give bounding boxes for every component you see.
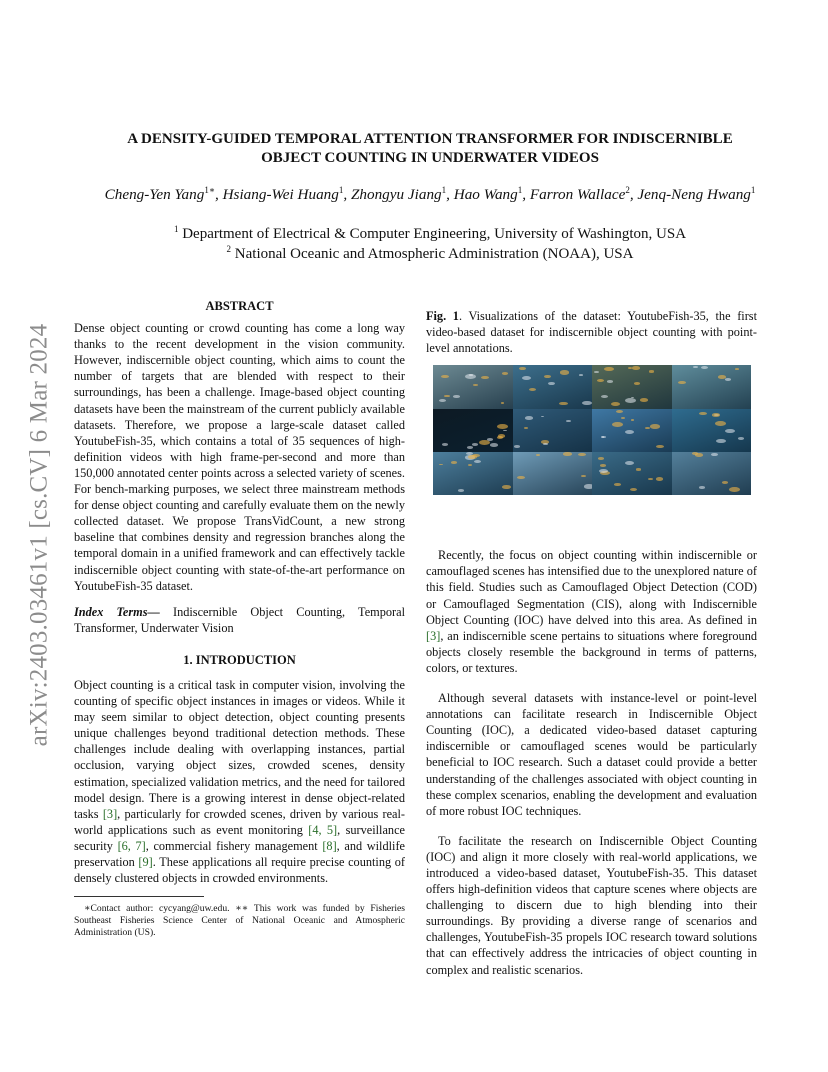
intro-paragraph: Object counting is a critical task in computer vision, involving the counting of specific object instances in images or videos. While it may seem similar to object detection, object counting presents unique challenges beyond traditional detection methods. These challenges include dealing with overlapping instances, partial occlusion, varying object sizes, crowded scenes, density estimation, specialized validation metrics, and the need for tailored model design. There is a growing interest in dense object-related tasks [3], particularly for crowded scenes, driven by various real-world applications such as event monitoring [4, 5], surveillance security [6, 7], commercial fishery management [8], and wildlife preservation [9]. These applications all require precise counting of densely clustered objects in crowded environments. [74,677,405,886]
intro-heading: 1. INTRODUCTION [183,652,296,667]
author: Jenq-Neng Hwang$^1$ [637,184,756,203]
figure-thumbnail [672,409,752,452]
figure-thumbnail [592,409,672,452]
figure-thumbnail [433,409,513,452]
index-terms [74,604,405,636]
author: Zhongyu Jiang$^1$ [350,184,447,203]
citation-link[interactable]: [4, 5] [308,822,338,837]
body-paragraph: Recently, the focus on object counting within indiscernible or camouflaged scenes has intensified due to the unexplored nature of this field. Studies such as Camouflaged Object Detection (COD) or Camouflaged Segmentation (CIS), along with Indiscernible Object Counting (IOC) have delved into this area. As defined in [3], an indiscernible scene pertains to situations where foreground objects closely resemble the background in terms of patterns, colors, or textures. [426,548,757,675]
right-column [426,308,757,978]
author: Cheng-Yen Yang$^{1∗}$ [104,184,215,203]
figure-thumbnail [513,452,593,495]
affiliation: $^2$ National Oceanic and Atmospheric Administration (NOAA), USA [226,244,634,262]
figure-thumbnail [672,452,752,495]
left-column [74,298,405,939]
figure-thumbnail [433,452,513,495]
paper-title [60,130,800,168]
abstract-heading: ABSTRACT [205,299,274,313]
body-paragraph: To facilitate the research on Indiscernible Object Counting (IOC) and align it more closely with real-world applications, we introduced a video-based dataset, YoutubeFish-35. This dataset offers high-definition videos that capture scenes where objects are challenging to discern due to high blending into their surroundings. By providing a diverse range of scenarios and challenges, YoutubeFish-35 propels IOC research toward solutions that can effectively address the intricacies of object counting in complex and realistic scenarios. [426,833,757,977]
figure-thumbnail [592,452,672,495]
footnote-divider [74,896,204,897]
affiliations [60,224,800,264]
citation-link[interactable]: [9] [138,855,153,869]
author: Hsiang-Wei Huang$^1$ [222,184,344,203]
arxiv-identifier [19,290,59,780]
index-terms-label: Index Terms— [74,604,160,619]
author: Farron Wallace$^2$ [529,184,630,203]
title-line-1: A DENSITY-GUIDED TEMPORAL ATTENTION TRANSFORMER FOR INDISCERNIBLE [127,131,733,147]
citation-link[interactable]: [6, 7] [117,838,146,853]
figure-thumbnail [672,365,752,408]
figure-thumbnail [513,409,593,452]
citation-link[interactable]: [3] [102,806,118,821]
citation-link[interactable]: [3] [426,628,441,643]
index-terms-text: Indiscernible Object Counting, Temporal Transformer, Underwater Vision [74,604,405,635]
footnote: ∗Contact author: cycyang@uw.edu. ∗∗ This work was funded by Fisheries Southeast Fisheries Science Center of National Oceanic and Atmospheric Administration (US). [74,903,405,939]
figure-caption: Fig. 1. Visualizations of the dataset: YoutubeFish-35, the first video-based dataset for indiscernible object counting with point-level annotations. [426,309,757,356]
body-paragraph: Although several datasets with instance-level or point-level annotations can facilitate research in Indiscernible Object Counting (IOC), a dedicated video-based dataset capturing indiscernible or camouflaged scenes would be particularly beneficial to IOC research. Such a dataset could provide a better understanding of the challenges associated with object counting in these complex scenarios, enabling the development and evaluation of more robust IOC techniques. [426,691,757,818]
arxiv-id-text: arXiv:2403.03461v1 [cs.CV] 6 Mar 2024 [25,323,52,747]
affiliation: $^1$ Department of Electrical & Computer Engineering, University of Washington, USA [173,224,687,242]
citation-link[interactable]: [8] [322,838,337,853]
figure-thumbnail [513,365,593,408]
author: Hao Wang$^1$ [453,184,523,203]
author-list: Cheng-Yen Yang$^{1∗}$, Hsiang-Wei Huang$^1$, Zhongyu Jiang$^1$, Hao Wang$^1$, Farron Wallace$^2$, Jenq-Neng Hwang$^1$ [104,184,756,203]
title-line-2: OBJECT COUNTING IN UNDERWATER VIDEOS [261,150,599,166]
figure-thumbnail [592,365,672,408]
figure-thumbnail [433,365,513,408]
figure-label: Fig. 1 [426,309,459,323]
abstract-text: Dense object counting or crowd counting has come a long way thanks to the recent development in the vision community. However, indiscernible object counting, which aims to count the number of targets that are blended with respect to their surroundings, has been a challenge. Image-based object counting datasets have been the mainstream of the current publicly available datasets. Therefore, we propose a large-scale dataset called YoutubeFish-35, which contains a total of 35 sequences of high-definition videos with high frame-per-second and more than 150,000 annotated center points across a selected variety of scenes. For bench-marking purposes, we select three mainstream methods for dense object counting and carefully evaluate them on the newly collected dataset. We propose TransVidCount, a new strong baseline that combines density and regression branches along the temporal domain in a unified framework and can effectively tackle indiscernible object counting with state-of-the-art performance on YoutubeFish-35 dataset. [74,321,405,593]
dataset-figure-grid [433,365,751,495]
